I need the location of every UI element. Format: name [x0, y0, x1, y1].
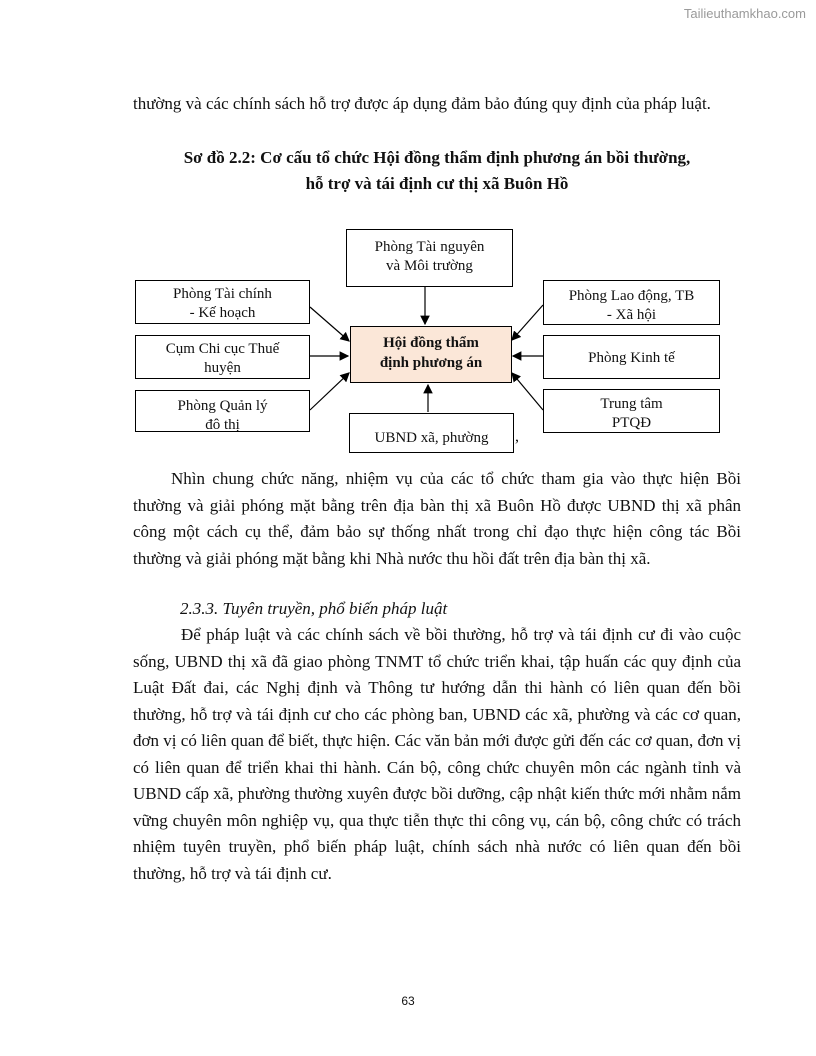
box-right2-line1: Phòng Kinh tế	[588, 350, 675, 366]
section-heading: 2.3.3. Tuyên truyền, phổ biến pháp luật	[180, 599, 448, 618]
box-bottom-line1: UBND xã, phường	[374, 430, 489, 446]
box-left2-line1: Cụm Chi cục Thuế	[165, 341, 280, 357]
center-line1: Hội đồng thẩm	[383, 335, 479, 351]
box-left3-line2: đô thị	[205, 417, 240, 432]
box-right1-line1: Phòng Lao động, TB	[568, 288, 695, 304]
box-trung-tam-ptqd	[543, 389, 720, 433]
page-number: 63	[401, 994, 415, 1008]
box-phong-tai-nguyen	[346, 229, 513, 287]
intro-paragraph: thường và các chính sách hỗ trợ được áp dụng đảm bảo đúng quy định của pháp luật.	[133, 94, 711, 113]
center-line2: định phương án	[379, 355, 483, 371]
box-phong-tai-chinh	[135, 280, 310, 324]
box-right3-line2: PTQĐ	[611, 415, 652, 431]
arrow-right1-to-center	[512, 305, 543, 340]
box-left1-line1: Phòng Tài chính	[173, 286, 272, 302]
arrow-left3-to-center	[310, 373, 349, 410]
box-phong-quan-ly-do-thi	[135, 390, 310, 432]
box-right3-line1: Trung tâm	[600, 396, 663, 412]
figure-caption-line-1: Sơ đồ 2.2: Cơ cấu tổ chức Hội đồng thẩm định phương án bồi thường,	[183, 148, 691, 167]
arrow-left1-to-center	[310, 307, 349, 341]
stray-comma: ,	[515, 428, 519, 445]
box-hoi-dong-tham-dinh	[350, 326, 512, 383]
box-left1-line2: - Kế hoạch	[189, 305, 256, 321]
box-left3-line1: Phòng Quản lý	[177, 398, 268, 414]
box-ubnd-xa-phuong	[349, 413, 514, 453]
arrow-right3-to-center	[512, 373, 543, 410]
box-top-line2: và Môi trường	[386, 258, 473, 274]
box-top-line1: Phòng Tài nguyên	[374, 239, 485, 255]
watermark: Tailieuthamkhao.com	[683, 6, 806, 21]
box-phong-lao-dong	[543, 280, 720, 325]
box-right1-line2: - Xã hội	[606, 307, 657, 323]
box-phong-kinh-te	[543, 335, 720, 379]
body-paragraph-1: Nhìn chung chức năng, nhiệm vụ của các tổ chức tham gia vào thực hiện Bồi thường và giải phóng mặt bằng trên địa bàn thị xã Buôn Hồ được UBND thị xã phân công một cách cụ thể, đảm bảo sự thống nhất trong chỉ đạo thực hiện công tác Bồi thường và giải phóng mặt bằng khi Nhà nước thu hồi đất trên địa bàn thị xã.	[133, 469, 741, 568]
body-paragraph-2: Để pháp luật và các chính sách về bồi thường, hỗ trợ và tái định cư đi vào cuộc sống, UBND thị xã đã giao phòng TNMT tổ chức triển khai, tập huấn các quy định của Luật Đất đai, các Nghị định và Thông tư hướng dẫn thi hành có liên quan đến bồi thường, hỗ trợ và tái định cư cho các phòng ban, UBND các xã, phường và các cơ quan, đơn vị có liên quan để biết, thực hiện. Các văn bản mới được gửi đến các cơ quan, đơn vị có liên quan để triển khai thi hành. Cán bộ, công chức chuyên môn các ngành tỉnh và UBND cấp xã, phường thường xuyên được bồi dưỡng, cập nhật kiến thức mới nhằm nắm vững chuyên môn nghiệp vụ, qua thực tiễn thực thi công vụ, cán bộ, công chức có trách nhiệm tuyên truyền, phổ biến pháp luật, chính sách nhà nước có liên quan đến bồi thường, hỗ trợ và tái định cư.	[133, 625, 741, 883]
box-left2-line2: huyện	[204, 360, 241, 376]
figure-caption-line-2: hỗ trợ và tái định cư thị xã Buôn Hồ	[305, 174, 569, 193]
box-cum-chi-cuc-thue	[135, 335, 310, 379]
